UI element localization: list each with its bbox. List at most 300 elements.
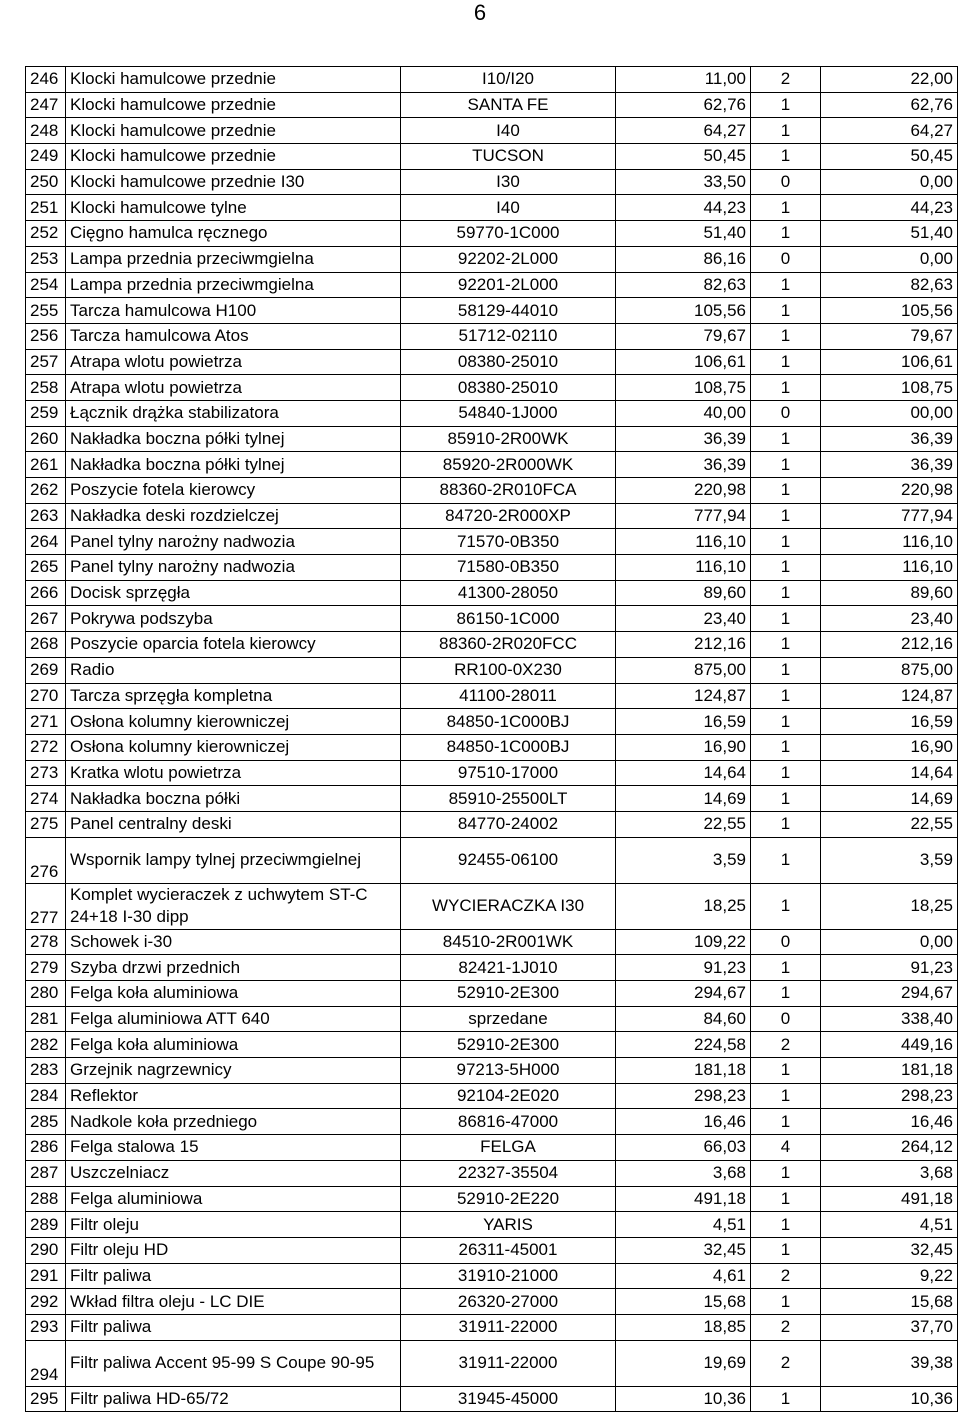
table-row (26, 1314, 958, 1340)
row-number-cell: 260 (26, 426, 66, 452)
quantity-cell: 2 (751, 1340, 821, 1386)
row-number-cell: 290 (26, 1237, 66, 1263)
unit-price-cell: 51,40 (616, 221, 751, 247)
total-value-cell: 16,46 (821, 1109, 958, 1135)
part-name-cell: Felga koła aluminiowa (66, 981, 401, 1007)
quantity-cell: 1 (751, 92, 821, 118)
part-code-cell: 52910-2E220 (401, 1186, 616, 1212)
unit-price-cell: 116,10 (616, 555, 751, 581)
row-number-cell: 285 (26, 1109, 66, 1135)
total-value-cell: 51,40 (821, 221, 958, 247)
row-number-cell: 247 (26, 92, 66, 118)
part-code-cell: 08380-25010 (401, 375, 616, 401)
total-value-cell: 62,76 (821, 92, 958, 118)
quantity-cell: 1 (751, 349, 821, 375)
total-value-cell: 64,27 (821, 118, 958, 144)
row-number-cell: 253 (26, 246, 66, 272)
table-row (26, 786, 958, 812)
part-name-cell: Schowek i-30 (66, 929, 401, 955)
unit-price-cell: 18,25 (616, 883, 751, 929)
part-code-cell: 41100-28011 (401, 683, 616, 709)
quantity-cell: 0 (751, 929, 821, 955)
unit-price-cell: 16,46 (616, 1109, 751, 1135)
quantity-cell: 0 (751, 400, 821, 426)
total-value-cell: 00,00 (821, 400, 958, 426)
row-number-cell: 267 (26, 606, 66, 632)
table-row (26, 118, 958, 144)
table-row (26, 1186, 958, 1212)
table-row (26, 92, 958, 118)
total-value-cell: 79,67 (821, 323, 958, 349)
quantity-cell: 4 (751, 1135, 821, 1161)
quantity-cell: 1 (751, 1289, 821, 1315)
row-number-cell: 256 (26, 323, 66, 349)
unit-price-cell: 181,18 (616, 1058, 751, 1084)
unit-price-cell: 491,18 (616, 1186, 751, 1212)
part-name-cell: Kratka wlotu powietrza (66, 760, 401, 786)
quantity-cell: 1 (751, 221, 821, 247)
table-row (26, 883, 958, 929)
part-name-cell: Felga stalowa 15 (66, 1135, 401, 1161)
part-name-cell: Cięgno hamulca ręcznego (66, 221, 401, 247)
total-value-cell: 36,39 (821, 426, 958, 452)
part-code-cell: 86150-1C000 (401, 606, 616, 632)
total-value-cell: 264,12 (821, 1135, 958, 1161)
table-row (26, 144, 958, 170)
row-number-cell: 283 (26, 1058, 66, 1084)
part-name-cell: Wkład filtra oleju - LC DIE (66, 1289, 401, 1315)
unit-price-cell: 23,40 (616, 606, 751, 632)
total-value-cell: 16,90 (821, 734, 958, 760)
part-code-cell: 92104-2E020 (401, 1083, 616, 1109)
parts-table (25, 66, 958, 1412)
total-value-cell: 3,59 (821, 837, 958, 883)
part-name-cell: Filtr oleju HD (66, 1237, 401, 1263)
table-row (26, 811, 958, 837)
unit-price-cell: 294,67 (616, 981, 751, 1007)
part-name-cell: Nakładka boczna półki tylnej (66, 452, 401, 478)
table-row (26, 1340, 958, 1386)
part-code-cell: 84510-2R001WK (401, 929, 616, 955)
unit-price-cell: 16,59 (616, 709, 751, 735)
total-value-cell: 37,70 (821, 1314, 958, 1340)
part-code-cell: 97510-17000 (401, 760, 616, 786)
table-row (26, 1109, 958, 1135)
quantity-cell: 1 (751, 606, 821, 632)
quantity-cell: 1 (751, 1160, 821, 1186)
part-name-cell: Tarcza hamulcowa H100 (66, 298, 401, 324)
part-name-cell: Panel tylny narożny nadwozia (66, 555, 401, 581)
part-code-cell: sprzedane (401, 1006, 616, 1032)
quantity-cell: 0 (751, 246, 821, 272)
table-row (26, 929, 958, 955)
quantity-cell: 1 (751, 118, 821, 144)
total-value-cell: 875,00 (821, 657, 958, 683)
unit-price-cell: 106,61 (616, 349, 751, 375)
unit-price-cell: 36,39 (616, 452, 751, 478)
part-code-cell: 84850-1C000BJ (401, 734, 616, 760)
part-name-cell: Tarcza hamulcowa Atos (66, 323, 401, 349)
part-code-cell: YARIS (401, 1212, 616, 1238)
total-value-cell: 22,00 (821, 67, 958, 93)
table-row (26, 1058, 958, 1084)
unit-price-cell: 62,76 (616, 92, 751, 118)
row-number-cell: 295 (26, 1386, 66, 1412)
row-number-cell: 248 (26, 118, 66, 144)
table-row (26, 606, 958, 632)
unit-price-cell: 84,60 (616, 1006, 751, 1032)
part-code-cell: 97213-5H000 (401, 1058, 616, 1084)
row-number-cell: 282 (26, 1032, 66, 1058)
row-number-cell: 274 (26, 786, 66, 812)
quantity-cell: 1 (751, 1109, 821, 1135)
unit-price-cell: 64,27 (616, 118, 751, 144)
row-number-cell: 249 (26, 144, 66, 170)
part-code-cell: I10/I20 (401, 67, 616, 93)
unit-price-cell: 109,22 (616, 929, 751, 955)
quantity-cell: 2 (751, 1032, 821, 1058)
row-number-cell: 284 (26, 1083, 66, 1109)
table-row (26, 709, 958, 735)
unit-price-cell: 22,55 (616, 811, 751, 837)
part-name-cell: Poszycie fotela kierowcy (66, 478, 401, 504)
part-code-cell: FELGA (401, 1135, 616, 1161)
table-row (26, 760, 958, 786)
quantity-cell: 1 (751, 811, 821, 837)
part-name-cell: Tarcza sprzęgła kompletna (66, 683, 401, 709)
table-row (26, 837, 958, 883)
part-name-cell: Docisk sprzęgła (66, 580, 401, 606)
unit-price-cell: 4,51 (616, 1212, 751, 1238)
part-code-cell: 26311-45001 (401, 1237, 616, 1263)
quantity-cell: 1 (751, 580, 821, 606)
part-code-cell: 92202-2L000 (401, 246, 616, 272)
total-value-cell: 181,18 (821, 1058, 958, 1084)
part-name-cell: Filtr paliwa HD-65/72 (66, 1386, 401, 1412)
table-row (26, 555, 958, 581)
table-row (26, 246, 958, 272)
part-code-cell: 52910-2E300 (401, 1032, 616, 1058)
part-code-cell: I40 (401, 118, 616, 144)
part-code-cell: 86816-47000 (401, 1109, 616, 1135)
part-code-cell: 31910-21000 (401, 1263, 616, 1289)
row-number-cell: 279 (26, 955, 66, 981)
total-value-cell: 116,10 (821, 529, 958, 555)
table-row (26, 503, 958, 529)
total-value-cell: 14,64 (821, 760, 958, 786)
part-name-cell: Klocki hamulcowe przednie (66, 67, 401, 93)
unit-price-cell: 18,85 (616, 1314, 751, 1340)
quantity-cell: 1 (751, 760, 821, 786)
row-number-cell: 246 (26, 67, 66, 93)
part-code-cell: 26320-27000 (401, 1289, 616, 1315)
unit-price-cell: 44,23 (616, 195, 751, 221)
table-row (26, 169, 958, 195)
unit-price-cell: 40,00 (616, 400, 751, 426)
table-row (26, 1160, 958, 1186)
quantity-cell: 1 (751, 529, 821, 555)
row-number-cell: 266 (26, 580, 66, 606)
table-row (26, 632, 958, 658)
part-name-cell: Uszczelniacz (66, 1160, 401, 1186)
part-name-cell: Nakładka deski rozdzielczej (66, 503, 401, 529)
unit-price-cell: 14,64 (616, 760, 751, 786)
unit-price-cell: 220,98 (616, 478, 751, 504)
table-row (26, 195, 958, 221)
part-name-cell: Felga aluminiowa (66, 1186, 401, 1212)
row-number-cell: 265 (26, 555, 66, 581)
part-code-cell: 92455-06100 (401, 837, 616, 883)
unit-price-cell: 116,10 (616, 529, 751, 555)
part-name-cell: Lampa przednia przeciwmgielna (66, 246, 401, 272)
part-code-cell: 71580-0B350 (401, 555, 616, 581)
part-code-cell: 85910-2R00WK (401, 426, 616, 452)
total-value-cell: 4,51 (821, 1212, 958, 1238)
table-row (26, 478, 958, 504)
part-code-cell: 08380-25010 (401, 349, 616, 375)
quantity-cell: 0 (751, 1006, 821, 1032)
part-name-cell: Filtr paliwa (66, 1314, 401, 1340)
unit-price-cell: 19,69 (616, 1340, 751, 1386)
part-name-cell: Wspornik lampy tylnej przeciwmgielnej (66, 837, 401, 883)
row-number-cell: 272 (26, 734, 66, 760)
row-number-cell: 276 (26, 837, 66, 883)
quantity-cell: 1 (751, 1083, 821, 1109)
table-row (26, 1083, 958, 1109)
part-code-cell: 84770-24002 (401, 811, 616, 837)
quantity-cell: 1 (751, 478, 821, 504)
total-value-cell: 32,45 (821, 1237, 958, 1263)
table-row (26, 323, 958, 349)
quantity-cell: 1 (751, 555, 821, 581)
unit-price-cell: 108,75 (616, 375, 751, 401)
total-value-cell: 116,10 (821, 555, 958, 581)
table-row (26, 529, 958, 555)
row-number-cell: 263 (26, 503, 66, 529)
parts-table-body (26, 67, 958, 1412)
table-row (26, 272, 958, 298)
part-name-cell: Klocki hamulcowe przednie (66, 118, 401, 144)
quantity-cell: 1 (751, 657, 821, 683)
part-code-cell: 84720-2R000XP (401, 503, 616, 529)
row-number-cell: 271 (26, 709, 66, 735)
quantity-cell: 1 (751, 323, 821, 349)
part-name-cell: Łącznik drążka stabilizatora (66, 400, 401, 426)
total-value-cell: 22,55 (821, 811, 958, 837)
total-value-cell: 44,23 (821, 195, 958, 221)
part-name-cell: Lampa przednia przeciwmgielna (66, 272, 401, 298)
part-name-cell: Filtr paliwa Accent 95-99 S Coupe 90-95 (66, 1340, 401, 1386)
part-name-cell: Radio (66, 657, 401, 683)
quantity-cell: 0 (751, 169, 821, 195)
part-name-cell: Felga koła aluminiowa (66, 1032, 401, 1058)
table-row (26, 683, 958, 709)
part-code-cell: 58129-44010 (401, 298, 616, 324)
part-name-cell: Poszycie oparcia fotela kierowcy (66, 632, 401, 658)
row-number-cell: 287 (26, 1160, 66, 1186)
table-row (26, 1135, 958, 1161)
total-value-cell: 108,75 (821, 375, 958, 401)
unit-price-cell: 298,23 (616, 1083, 751, 1109)
total-value-cell: 220,98 (821, 478, 958, 504)
unit-price-cell: 89,60 (616, 580, 751, 606)
part-name-cell: Osłona kolumny kierowniczej (66, 734, 401, 760)
part-code-cell: 54840-1J000 (401, 400, 616, 426)
total-value-cell: 82,63 (821, 272, 958, 298)
total-value-cell: 124,87 (821, 683, 958, 709)
unit-price-cell: 14,69 (616, 786, 751, 812)
table-row (26, 1006, 958, 1032)
quantity-cell: 2 (751, 1263, 821, 1289)
part-name-cell: Panel centralny deski (66, 811, 401, 837)
quantity-cell: 1 (751, 1058, 821, 1084)
table-row (26, 426, 958, 452)
row-number-cell: 250 (26, 169, 66, 195)
row-number-cell: 280 (26, 981, 66, 1007)
quantity-cell: 1 (751, 883, 821, 929)
part-code-cell: 85910-25500LT (401, 786, 616, 812)
quantity-cell: 1 (751, 683, 821, 709)
table-row (26, 734, 958, 760)
table-row (26, 298, 958, 324)
total-value-cell: 18,25 (821, 883, 958, 929)
part-code-cell: 22327-35504 (401, 1160, 616, 1186)
quantity-cell: 1 (751, 144, 821, 170)
part-name-cell: Nakładka boczna półki tylnej (66, 426, 401, 452)
table-row (26, 1032, 958, 1058)
part-code-cell: 71570-0B350 (401, 529, 616, 555)
row-number-cell: 261 (26, 452, 66, 478)
part-code-cell: 41300-28050 (401, 580, 616, 606)
row-number-cell: 262 (26, 478, 66, 504)
unit-price-cell: 86,16 (616, 246, 751, 272)
total-value-cell: 89,60 (821, 580, 958, 606)
part-code-cell: RR100-0X230 (401, 657, 616, 683)
unit-price-cell: 3,68 (616, 1160, 751, 1186)
total-value-cell: 294,67 (821, 981, 958, 1007)
row-number-cell: 257 (26, 349, 66, 375)
table-row (26, 452, 958, 478)
table-row (26, 657, 958, 683)
unit-price-cell: 124,87 (616, 683, 751, 709)
part-code-cell: TUCSON (401, 144, 616, 170)
page-number: 6 (473, 0, 487, 25)
total-value-cell: 298,23 (821, 1083, 958, 1109)
total-value-cell: 50,45 (821, 144, 958, 170)
row-number-cell: 291 (26, 1263, 66, 1289)
unit-price-cell: 15,68 (616, 1289, 751, 1315)
total-value-cell: 338,40 (821, 1006, 958, 1032)
part-name-cell: Atrapa wlotu powietrza (66, 349, 401, 375)
row-number-cell: 268 (26, 632, 66, 658)
part-name-cell: Filtr oleju (66, 1212, 401, 1238)
table-row (26, 955, 958, 981)
quantity-cell: 1 (751, 375, 821, 401)
part-name-cell: Panel tylny narożny nadwozia (66, 529, 401, 555)
total-value-cell: 106,61 (821, 349, 958, 375)
unit-price-cell: 875,00 (616, 657, 751, 683)
part-code-cell: 31945-45000 (401, 1386, 616, 1412)
part-name-cell: Felga aluminiowa ATT 640 (66, 1006, 401, 1032)
row-number-cell: 292 (26, 1289, 66, 1315)
part-name-cell: Szyba drzwi przednich (66, 955, 401, 981)
part-code-cell: 51712-02110 (401, 323, 616, 349)
total-value-cell: 15,68 (821, 1289, 958, 1315)
part-name-cell: Filtr paliwa (66, 1263, 401, 1289)
part-name-cell: Klocki hamulcowe tylne (66, 195, 401, 221)
part-code-cell: WYCIERACZKA I30 (401, 883, 616, 929)
row-number-cell: 259 (26, 400, 66, 426)
part-name-cell: Reflektor (66, 1083, 401, 1109)
quantity-cell: 1 (751, 837, 821, 883)
row-number-cell: 278 (26, 929, 66, 955)
total-value-cell: 14,69 (821, 786, 958, 812)
quantity-cell: 1 (751, 632, 821, 658)
part-name-cell: Osłona kolumny kierowniczej (66, 709, 401, 735)
row-number-cell: 264 (26, 529, 66, 555)
row-number-cell: 258 (26, 375, 66, 401)
part-code-cell: 82421-1J010 (401, 955, 616, 981)
part-code-cell: 85920-2R000WK (401, 452, 616, 478)
part-name-cell: Nadkole koła przedniego (66, 1109, 401, 1135)
unit-price-cell: 79,67 (616, 323, 751, 349)
part-code-cell: I40 (401, 195, 616, 221)
table-row (26, 221, 958, 247)
quantity-cell: 1 (751, 1212, 821, 1238)
total-value-cell: 491,18 (821, 1186, 958, 1212)
unit-price-cell: 3,59 (616, 837, 751, 883)
row-number-cell: 275 (26, 811, 66, 837)
quantity-cell: 2 (751, 1314, 821, 1340)
table-row (26, 400, 958, 426)
row-number-cell: 288 (26, 1186, 66, 1212)
total-value-cell: 449,16 (821, 1032, 958, 1058)
table-row (26, 1263, 958, 1289)
total-value-cell: 777,94 (821, 503, 958, 529)
unit-price-cell: 10,36 (616, 1386, 751, 1412)
unit-price-cell: 224,58 (616, 1032, 751, 1058)
unit-price-cell: 11,00 (616, 67, 751, 93)
unit-price-cell: 36,39 (616, 426, 751, 452)
part-name-cell: Atrapa wlotu powietrza (66, 375, 401, 401)
quantity-cell: 1 (751, 955, 821, 981)
quantity-cell: 1 (751, 503, 821, 529)
part-code-cell: I30 (401, 169, 616, 195)
unit-price-cell: 91,23 (616, 955, 751, 981)
unit-price-cell: 4,61 (616, 1263, 751, 1289)
row-number-cell: 270 (26, 683, 66, 709)
table-row (26, 67, 958, 93)
total-value-cell: 0,00 (821, 169, 958, 195)
unit-price-cell: 212,16 (616, 632, 751, 658)
table-row (26, 1237, 958, 1263)
table-row (26, 1212, 958, 1238)
unit-price-cell: 16,90 (616, 734, 751, 760)
table-row (26, 1289, 958, 1315)
part-name-cell: Pokrywa podszyba (66, 606, 401, 632)
row-number-cell: 277 (26, 883, 66, 929)
quantity-cell: 1 (751, 981, 821, 1007)
row-number-cell: 251 (26, 195, 66, 221)
part-code-cell: 52910-2E300 (401, 981, 616, 1007)
quantity-cell: 1 (751, 786, 821, 812)
unit-price-cell: 66,03 (616, 1135, 751, 1161)
part-code-cell: 31911-22000 (401, 1314, 616, 1340)
total-value-cell: 105,56 (821, 298, 958, 324)
quantity-cell: 1 (751, 734, 821, 760)
row-number-cell: 252 (26, 221, 66, 247)
table-row (26, 981, 958, 1007)
